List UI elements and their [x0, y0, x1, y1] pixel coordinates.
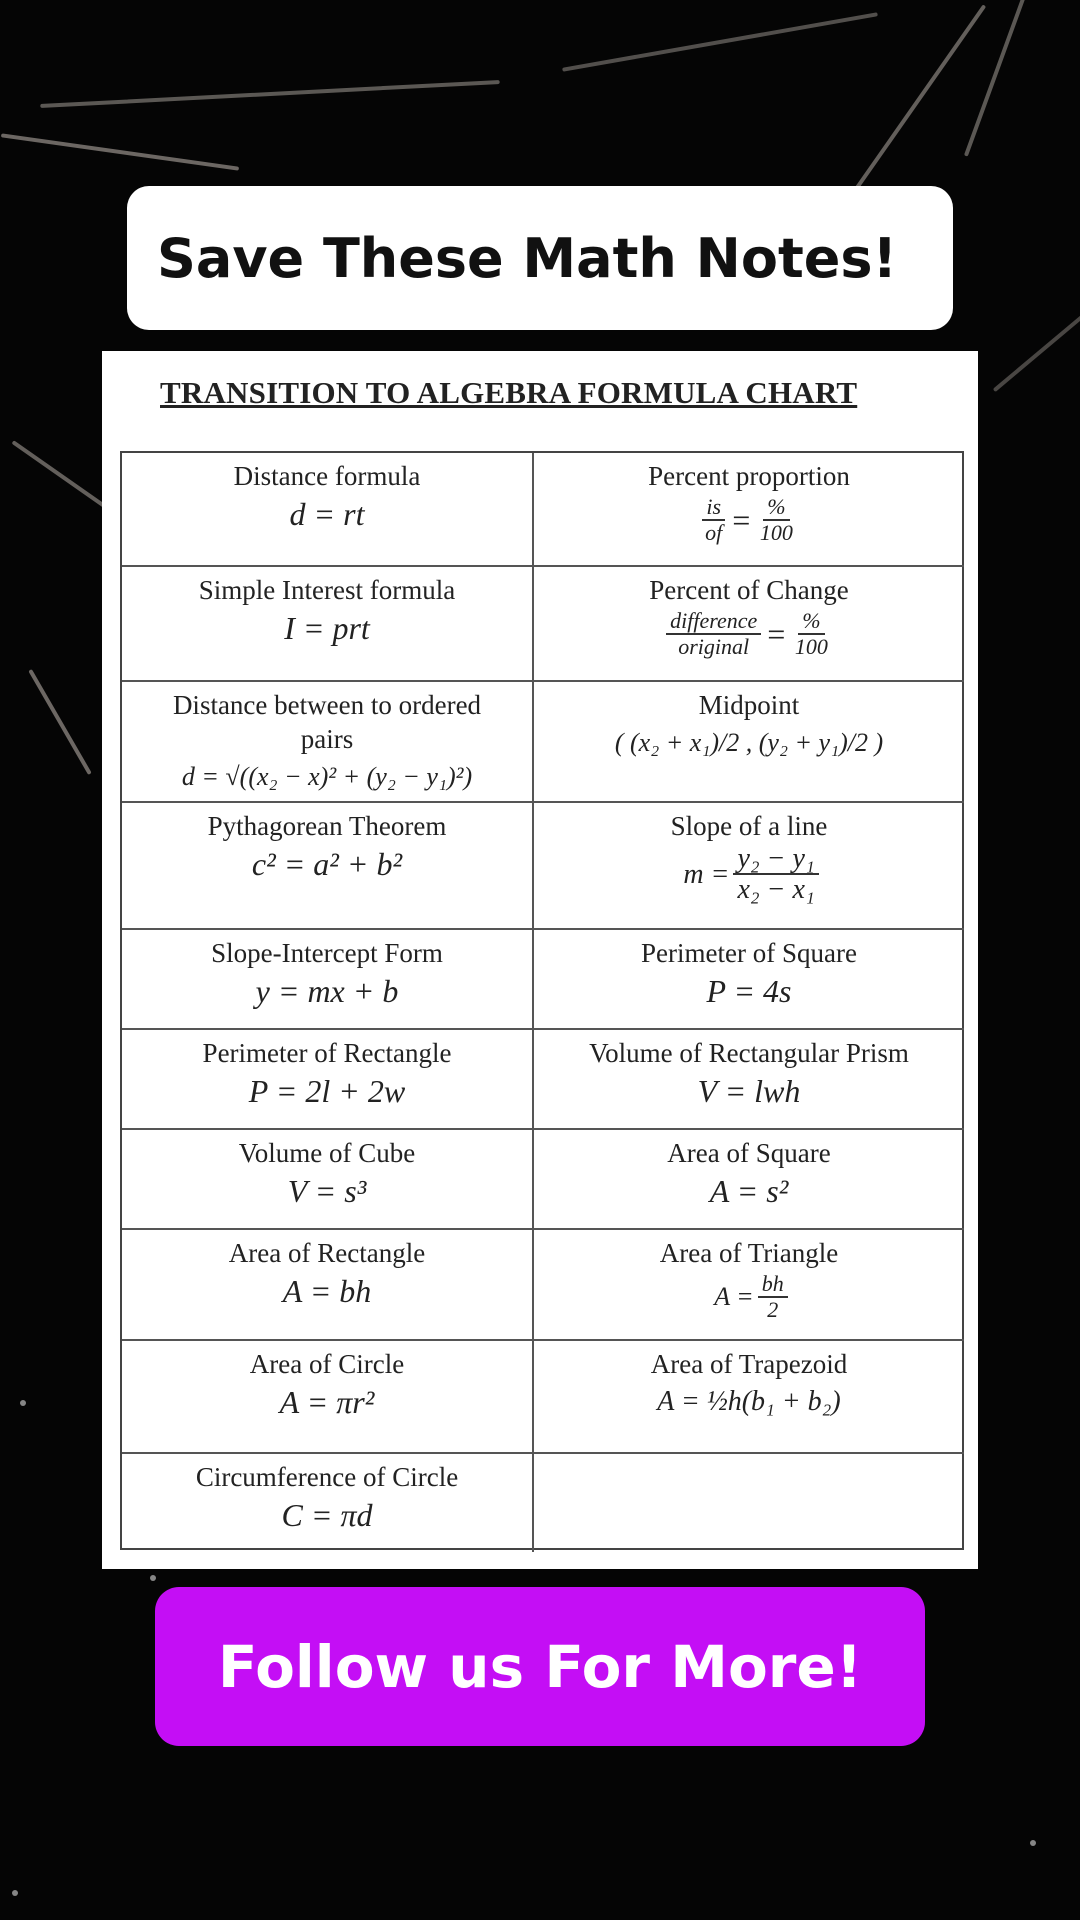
cell-label: Area of Square: [667, 1138, 831, 1168]
cell-area-square: [534, 1130, 964, 1230]
cell-formula: $\frac{\text{difference}}{\text{original}}$ = $\frac{\%}{100}$: [534, 609, 964, 659]
cell-label: Perimeter of Rectangle: [202, 1038, 452, 1068]
cell-distance-formula: [122, 453, 534, 567]
banner-text: Save These Math Notes!: [157, 226, 898, 290]
cell-label: Area of Triangle: [659, 1238, 839, 1268]
cell-formula: d = √((x₂ − x)² + (y₂ − y₁)²): [181, 762, 473, 791]
cell-label: Percent of Change: [649, 575, 849, 605]
cell-area-circle: [122, 1341, 534, 1454]
cell-pythagorean-theorem: [122, 803, 534, 930]
cell-circumference-circle: [122, 1454, 534, 1552]
cell-formula: P = 4s: [706, 973, 792, 1009]
cell-formula: c² = a² + b²: [251, 846, 403, 882]
cell-label: Pythagorean Theorem: [207, 811, 447, 841]
cell-label: Volume of Cube: [238, 1138, 416, 1168]
cell-percent-of-change: [534, 567, 964, 682]
cell-formula: m = $\frac{\text{y₂ − y₁}}{\text{x₂ − x₁}}$: [534, 845, 964, 905]
follow-button-label: Follow us For More!: [217, 1632, 863, 1701]
sheet-title: TRANSITION TO ALGEBRA FORMULA CHART: [160, 375, 858, 410]
cell-area-rectangle: [122, 1230, 534, 1341]
cell-formula: A = bh: [282, 1273, 372, 1309]
cell-label: Circumference of Circle: [195, 1462, 459, 1492]
cell-area-trapezoid: [534, 1341, 964, 1454]
cell-volume-rect-prism: [534, 1030, 964, 1130]
cell-label: Area of Rectangle: [228, 1238, 426, 1268]
formula-sheet: [102, 351, 978, 1569]
follow-button[interactable]: [155, 1587, 925, 1746]
cell-percent-proportion: [534, 453, 964, 567]
save-notes-banner: [127, 186, 953, 330]
cell-label: Area of Circle: [249, 1349, 405, 1379]
cell-formula: $\frac{is}{of}$ = $\frac{\%}{100}$: [534, 495, 964, 545]
cell-formula: I = prt: [284, 610, 370, 646]
cell-formula: P = 2l + 2w: [248, 1073, 406, 1109]
cell-formula: A = s²: [709, 1173, 789, 1209]
cell-formula: A = $\frac{bh}{2}$: [534, 1272, 964, 1322]
cell-formula: d = rt: [289, 496, 365, 532]
cell-label: Slope-Intercept Form: [211, 938, 443, 968]
cell-formula: V = lwh: [697, 1073, 801, 1109]
cell-slope-intercept: [122, 930, 534, 1030]
cell-formula: ( (x₂ + x₁)/2 , (y₂ + y₁)/2 ): [614, 728, 884, 757]
cell-label: Area of Trapezoid: [650, 1349, 848, 1379]
cell-simple-interest: [122, 567, 534, 682]
cell-midpoint: [534, 682, 964, 803]
formula-table: [120, 451, 964, 1550]
cell-formula: V = s³: [287, 1173, 367, 1209]
cell-volume-cube: [122, 1130, 534, 1230]
cell-perimeter-square: [534, 930, 964, 1030]
cell-distance-ordered-pairs: [122, 682, 534, 803]
cell-label: Midpoint: [698, 690, 800, 720]
cell-label: Simple Interest formula: [198, 575, 456, 605]
cell-perimeter-rectangle: [122, 1030, 534, 1130]
cell-label: Perimeter of Square: [641, 938, 857, 968]
cell-slope-of-line: [534, 803, 964, 930]
cell-label: Volume of Rectangular Prism: [589, 1038, 909, 1068]
cell-label: Distance between to ordered pairs: [172, 690, 482, 754]
cell-area-triangle: [534, 1230, 964, 1341]
cell-formula: C = πd: [281, 1497, 373, 1533]
cell-label: Percent proportion: [648, 461, 850, 491]
cell-formula: y = mx + b: [255, 973, 399, 1009]
cell-label: Slope of a line: [670, 811, 828, 841]
cell-empty: [534, 1454, 964, 1552]
cell-formula: A = ½h(b₁ + b₂): [657, 1386, 841, 1417]
cell-formula: A = πr²: [279, 1384, 375, 1420]
cell-label: Distance formula: [233, 461, 421, 491]
